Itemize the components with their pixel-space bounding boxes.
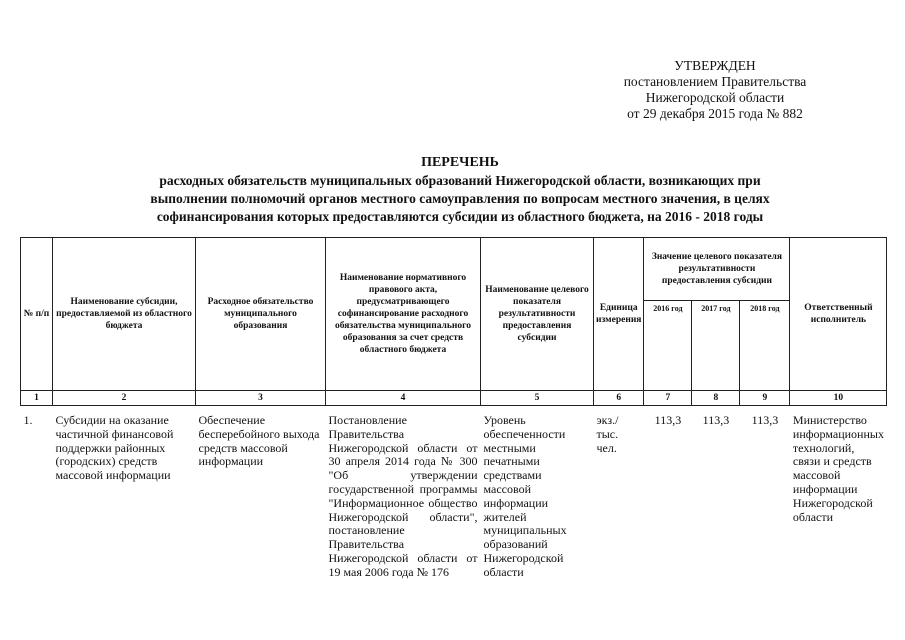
row-unit: экз./ тыс. чел.: [596, 413, 619, 455]
document-subtitle-line-1: расходных обязательств муниципальных образований Нижегородской области, возникающих при: [159, 173, 761, 188]
column-number: 6: [594, 391, 644, 406]
header-year-2016: 2016 год: [644, 301, 692, 391]
column-number-row: [21, 391, 887, 406]
header-year-2017: 2017 год: [692, 301, 740, 391]
row-value-2018: 113,3: [751, 413, 779, 427]
approval-date: от 29 декабря 2015 года № 882: [627, 106, 803, 121]
table-row: [21, 406, 887, 580]
header-num: № п/п: [21, 238, 53, 391]
column-number: 7: [644, 391, 692, 406]
row-legal-act: Постановление Правительства Нижегородской области от 30 апреля 2014 года № 300 "Об утверждении государственной программы "Информационное общество Нижегородской области", постановление Правительства Нижегородской области от 19 мая 2006 года № 176: [328, 413, 478, 579]
column-number: 3: [196, 391, 326, 406]
document-title: ПЕРЕЧЕНЬ: [421, 155, 499, 170]
row-obligation: Обеспечение бесперебойного выхода средств массовой информации: [198, 413, 320, 469]
header-year-2018: 2018 год: [740, 301, 790, 391]
header-legal-act: Наименование нормативного правового акта, предусматривающего софинансирование расходного обязательства муниципального образования за счет средств областного бюджета: [326, 238, 481, 391]
header-value-group: Значение целевого показателя результативности предоставления субсидии: [644, 238, 790, 301]
row-value-2017: 113,3: [702, 413, 730, 427]
approval-heading: УТВЕРЖДЕН: [674, 58, 756, 73]
header-subsidy: Наименование субсидии, предоставляемой из областного бюджета: [53, 238, 196, 391]
row-responsible: Министерство информационных технологий, связи и средств массовой информации Нижегородской области: [792, 413, 884, 524]
column-number: 9: [740, 391, 790, 406]
column-number: 4: [326, 391, 481, 406]
document-title-block: [60, 154, 860, 226]
column-number: 8: [692, 391, 740, 406]
header-indicator: Наименование целевого показателя результативности предоставления субсидии: [481, 238, 594, 391]
column-number: 2: [53, 391, 196, 406]
obligations-table: [20, 237, 887, 580]
row-value-2016: 113,3: [654, 413, 682, 427]
document-subtitle-line-2: выполнении полномочий органов местного самоуправления по вопросам местного значения, в целях: [150, 191, 770, 206]
document-subtitle-line-3: софинансирования которых предоставляются субсидии из областного бюджета, на 2016 - 2018 годы: [156, 209, 764, 224]
row-num: 1.: [23, 413, 33, 427]
header-responsible: Ответственный исполнитель: [790, 238, 887, 391]
header-unit: Единица измерения: [594, 238, 644, 391]
row-subsidy: Субсидии на оказание частичной финансовой поддержки районных (городских) средств массовой информации: [55, 413, 174, 483]
column-number: 10: [790, 391, 887, 406]
column-number: 1: [21, 391, 53, 406]
approval-decree: постановлением Правительства: [623, 74, 807, 89]
approval-stamp: [560, 58, 870, 122]
row-indicator: Уровень обеспеченности местными печатными средствами массовой информации жителей муниципальных образований Нижегородской области: [483, 413, 567, 579]
header-obligation: Расходное обязательство муниципального образования: [196, 238, 326, 391]
column-number: 5: [481, 391, 594, 406]
approval-region: Нижегородской области: [645, 90, 785, 105]
